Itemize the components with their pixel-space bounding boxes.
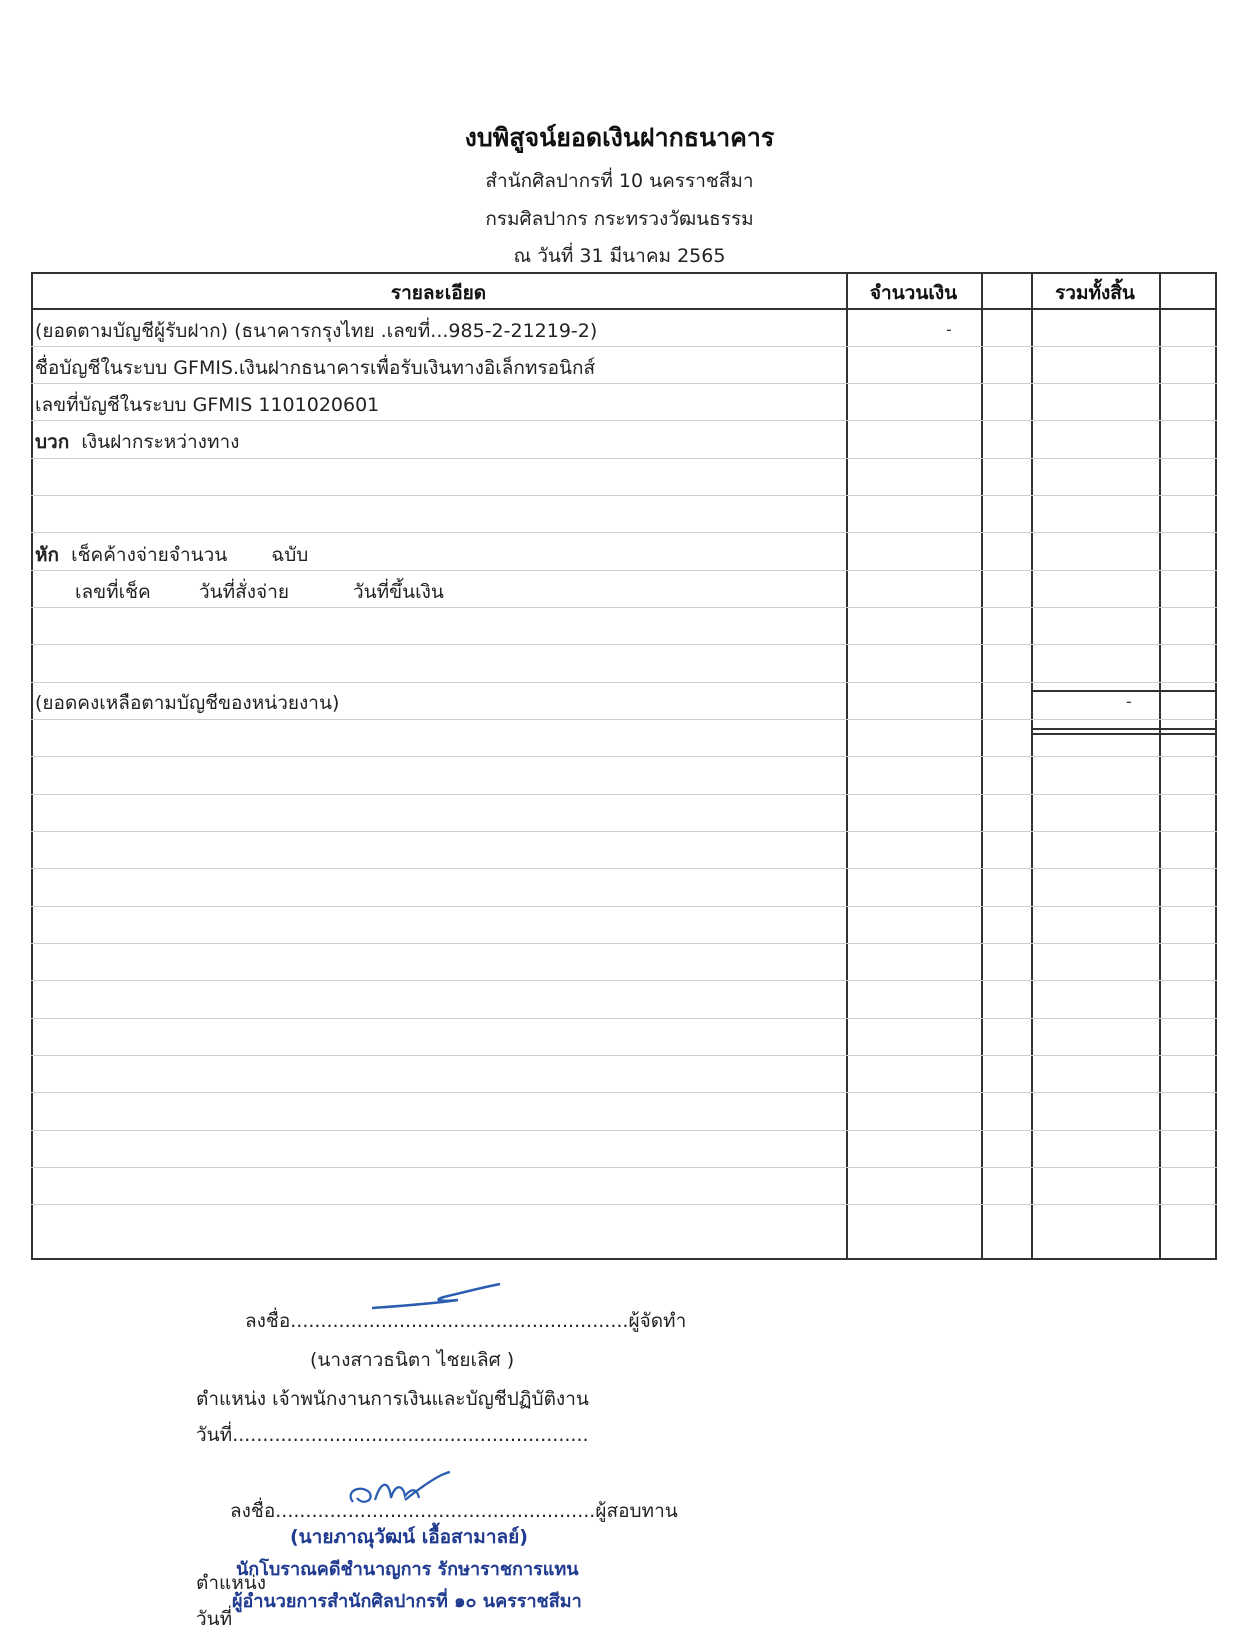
bank-balance-amount: - [946, 320, 952, 339]
bank-balance-line: (ยอดตามบัญชีผู้รับฝาก) (ธนาคารกรุงไทย .เลขที่...985-2-21219-2) [35, 320, 598, 342]
reviewer-title: นักโบราณคดีชำนาญการ รักษาราชการแทน [236, 1559, 579, 1580]
ruled-line [31, 1167, 1217, 1168]
ruled-line [31, 495, 1217, 496]
order-date-label: วันที่สั่งจ่าย [199, 581, 289, 603]
ruled-line [31, 980, 1217, 981]
reconciliation-table [31, 272, 1217, 1260]
minus-unit: ฉบับ [271, 544, 309, 566]
gfmis-account-name: ชื่อบัญชีในระบบ GFMIS.เงินฝากธนาคารเพื่อรับเงินทางอิเล็กทรอนิกส์ [35, 357, 596, 379]
ruled-line [31, 831, 1217, 832]
ruled-line [31, 906, 1217, 907]
total-line-upper [1031, 728, 1217, 730]
ruled-line [31, 644, 1217, 645]
statement-date: ณ วันที่ 31 มีนาคม 2565 [513, 245, 726, 267]
ruled-line [31, 868, 1217, 869]
office-name: สำนักศิลปากรที่ 10 นครราชสีมา [485, 170, 754, 192]
ruled-line [31, 1092, 1217, 1093]
reviewer-role: ผู้สอบทาน [595, 1500, 678, 1522]
minus-text: เช็คค้างจ่ายจำนวน [71, 544, 228, 566]
preparer-name: (นางสาวธนิตา ไชยเลิศ ) [310, 1349, 515, 1371]
col-header-amount: จำนวนเงิน [869, 282, 958, 304]
ruled-line [31, 1130, 1217, 1131]
date-dots: ........................................................... [232, 1424, 589, 1446]
sign-label: ลงชื่อ [245, 1310, 291, 1332]
ruled-line [31, 1018, 1217, 1019]
ruled-line [31, 346, 1217, 347]
col-header-details: รายละเอียด [390, 282, 487, 304]
ruled-line [31, 458, 1217, 459]
reviewer-name: (นายภาณุวัฒน์ เอื้อสามาลย์) [290, 1526, 528, 1548]
ruled-line [31, 1055, 1217, 1056]
reviewer-position-label: ตำแหน่ง [196, 1572, 267, 1594]
ruled-line [31, 756, 1217, 757]
department-name: กรมศิลปากร กระทรวงวัฒนธรรม [485, 208, 754, 230]
plus-text: เงินฝากระหว่างทาง [81, 431, 240, 453]
total-line-lower [1031, 733, 1217, 735]
header-underline [31, 308, 1217, 310]
ruled-line [31, 383, 1217, 384]
preparer-sign-line [245, 1306, 686, 1336]
plus-label: บวก [35, 431, 70, 453]
plus-row [35, 427, 239, 457]
cheque-no-label: เลขที่เช็ค [75, 581, 151, 603]
preparer-date-line [196, 1420, 589, 1450]
date-label: วันที่ [196, 1424, 233, 1446]
minus-row [35, 540, 308, 570]
reviewer-date-label: วันที่ [196, 1608, 233, 1630]
ruled-line [31, 719, 1217, 720]
ruled-line [31, 794, 1217, 795]
document-title: งบพิสูจน์ยอดเงินฝากธนาคาร [464, 123, 775, 152]
ruled-line [31, 607, 1217, 608]
ruled-line [31, 682, 1217, 683]
cash-date-label: วันที่ขึ้นเงิน [353, 581, 444, 603]
preparer-role: ผู้จัดทำ [628, 1310, 687, 1332]
ruled-line [31, 1204, 1217, 1205]
gfmis-account-number: เลขที่บัญชีในระบบ GFMIS 1101020601 [35, 394, 380, 416]
agency-balance-line: (ยอดคงเหลือตามบัญชีของหน่วยงาน) [35, 692, 340, 714]
sign-label: ลงชื่อ [230, 1500, 276, 1522]
minus-label: หัก [35, 544, 60, 566]
ruled-line [31, 943, 1217, 944]
agency-balance-total: - [1126, 692, 1132, 711]
ruled-line [31, 570, 1217, 571]
ruled-line [31, 532, 1217, 533]
sign-dots: ..................................................... [275, 1500, 596, 1522]
preparer-position: ตำแหน่ง เจ้าพนักงานการเงินและบัญชีปฏิบัติงาน [196, 1388, 589, 1410]
ruled-line [31, 420, 1217, 421]
reviewer-office-title: ผู้อำนวยการสำนักศิลปากรที่ ๑๐ นครราชสีมา [232, 1591, 582, 1612]
sign-dots: ........................................................ [290, 1310, 629, 1332]
col-header-total: รวมทั้งสิ้น [1055, 282, 1135, 304]
subtotal-line [1031, 690, 1217, 692]
